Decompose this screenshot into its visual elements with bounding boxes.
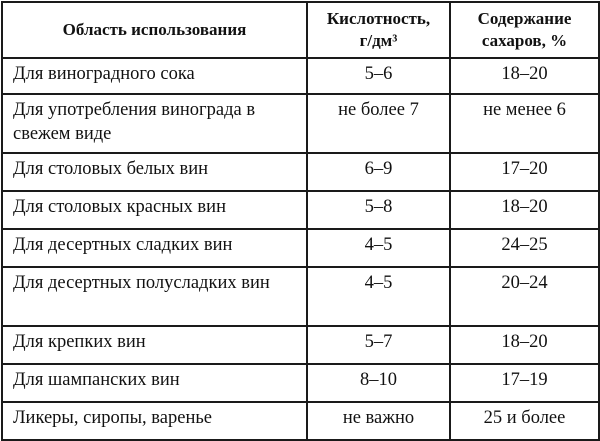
cell-area: Для виноградного сока — [2, 58, 307, 94]
cell-area: Для столовых белых вин — [2, 153, 307, 191]
cell-acidity: 6–9 — [307, 153, 450, 191]
cell-acidity: 5–6 — [307, 58, 450, 94]
header-sugar: Содержание сахаров, % — [450, 2, 599, 58]
cell-area: Для шампанских вин — [2, 364, 307, 402]
cell-area: Для десертных сладких вин — [2, 229, 307, 267]
cell-area: Ликеры, сиропы, варенье — [2, 402, 307, 440]
table-row — [2, 402, 599, 440]
cell-acidity: не более 7 — [307, 94, 450, 153]
cell-acidity: 4–5 — [307, 267, 450, 326]
table-row — [2, 267, 599, 326]
cell-sugar: не менее 6 — [450, 94, 599, 153]
table-row — [2, 94, 599, 153]
cell-sugar: 20–24 — [450, 267, 599, 326]
header-area: Область использования — [2, 2, 307, 58]
cell-area: Для столовых красных вин — [2, 191, 307, 229]
cell-sugar: 18–20 — [450, 191, 599, 229]
table-row — [2, 153, 599, 191]
cell-area: Для употребления винограда в свежем виде — [2, 94, 307, 153]
cell-area: Для крепких вин — [2, 326, 307, 364]
cell-acidity: не важно — [307, 402, 450, 440]
table-row — [2, 191, 599, 229]
header-acidity: Кислотность, г/дм³ — [307, 2, 450, 58]
table-row — [2, 364, 599, 402]
cell-acidity: 8–10 — [307, 364, 450, 402]
cell-acidity: 5–7 — [307, 326, 450, 364]
cell-sugar: 24–25 — [450, 229, 599, 267]
cell-sugar: 18–20 — [450, 58, 599, 94]
grape-usage-table — [1, 1, 600, 441]
cell-area: Для десертных полусладких вин — [2, 267, 307, 326]
cell-sugar: 17–20 — [450, 153, 599, 191]
table-row — [2, 58, 599, 94]
cell-sugar: 18–20 — [450, 326, 599, 364]
cell-acidity: 4–5 — [307, 229, 450, 267]
cell-acidity: 5–8 — [307, 191, 450, 229]
table-header-row — [2, 2, 599, 58]
table-row — [2, 229, 599, 267]
cell-sugar: 17–19 — [450, 364, 599, 402]
cell-sugar: 25 и более — [450, 402, 599, 440]
table-row — [2, 326, 599, 364]
